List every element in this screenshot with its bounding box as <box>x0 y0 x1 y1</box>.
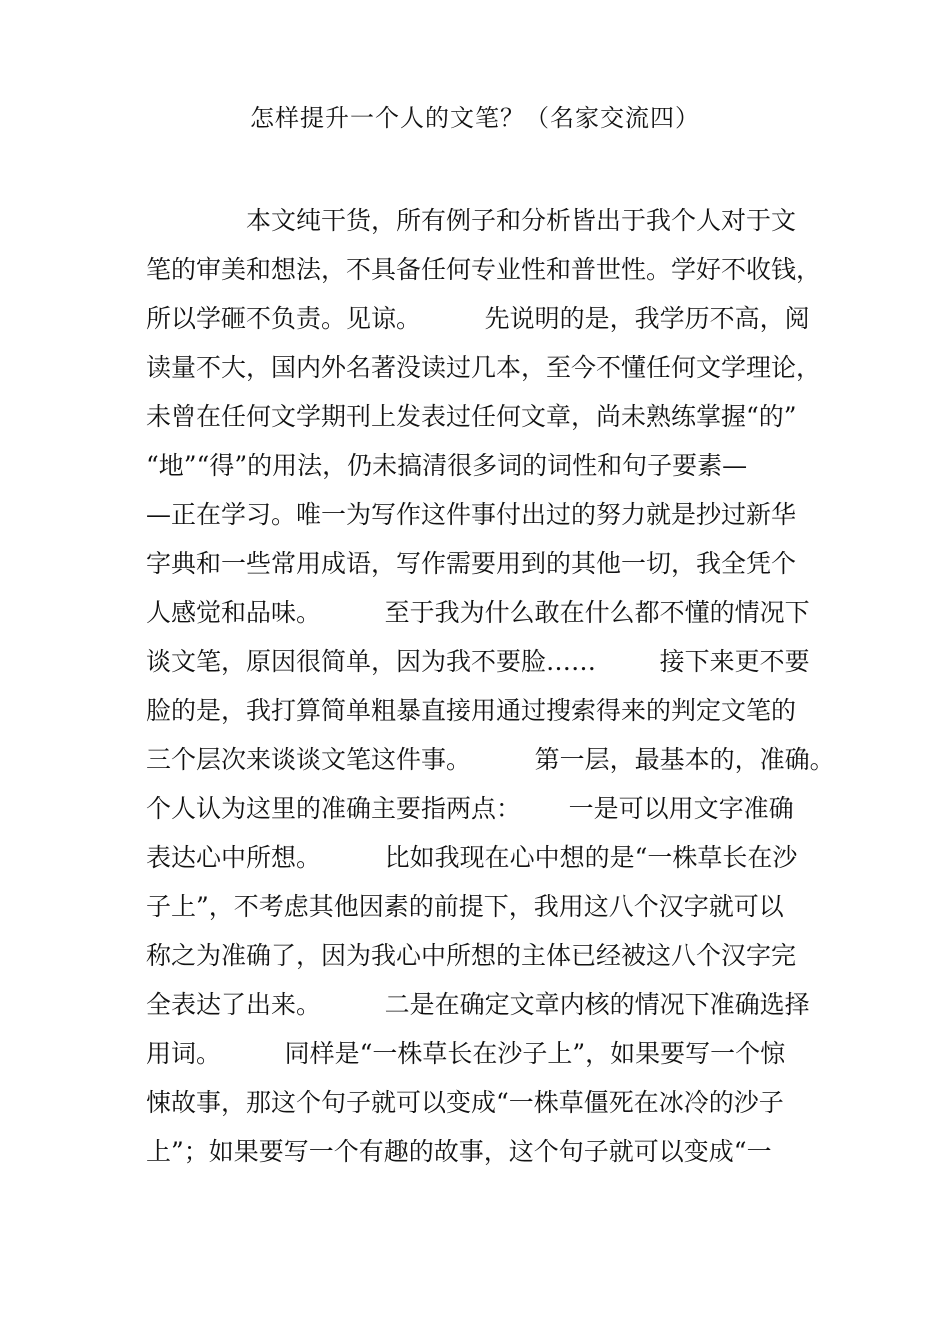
body-line: 三个层次来谈谈文笔这件事。 第一层，最基本的，准确。 <box>146 745 835 774</box>
body-line: 脸的是，我打算简单粗暴直接用通过搜索得来的判定文笔的 <box>146 696 797 725</box>
body-line: 表达心中所想。 比如我现在心中想的是“一株草长在沙 <box>146 843 798 872</box>
body-line: 用词。 同样是“一株草长在沙子上”，如果要写一个惊 <box>146 1039 786 1068</box>
body-line: 未曾在任何文学期刊上发表过任何文章，尚未熟练掌握“的” <box>146 402 797 431</box>
body-line: 全表达了出来。 二是在确定文章内核的情况下准确选择 <box>146 990 810 1019</box>
document-body <box>146 196 835 1176</box>
body-line: 子上”，不考虑其他因素的前提下，我用这八个汉字就可以 <box>146 892 784 921</box>
body-line: 谈文笔，原因很简单，因为我不要脸…… 接下来更不要 <box>146 647 810 676</box>
body-line: 本文纯干货，所有例子和分析皆出于我个人对于文 <box>246 206 797 235</box>
body-line: 笔的审美和想法，不具备任何专业性和普世性。学好不收钱， <box>146 255 822 284</box>
body-line: 上”；如果要写一个有趣的故事，这个句子就可以变成“一 <box>146 1137 772 1166</box>
body-line: “地”“得”的用法，仍未搞清很多词的词性和句子要素— <box>146 451 748 480</box>
body-line: 个人认为这里的准确主要指两点： 一是可以用文字准确 <box>146 794 794 823</box>
body-line: —正在学习。唯一为写作这件事付出过的努力就是抄过新华 <box>146 500 797 529</box>
body-line: 字典和一些常用成语，写作需要用到的其他一切，我全凭个 <box>146 549 797 578</box>
body-line: 读量不大，国内外名著没读过几本，至今不懂任何文学理论， <box>146 353 822 382</box>
body-line: 所以学砸不负责。见谅。 先说明的是，我学历不高，阅 <box>146 304 810 333</box>
body-line: 人感觉和品味。 至于我为什么敢在什么都不懂的情况下 <box>146 598 810 627</box>
body-line: 悚故事，那这个句子就可以变成“一株草僵死在冰冷的沙子 <box>146 1088 784 1117</box>
document-title: 怎样提升一个人的文笔？（名家交流四） <box>250 104 700 132</box>
body-line: 称之为准确了，因为我心中所想的主体已经被这八个汉字完 <box>146 941 797 970</box>
